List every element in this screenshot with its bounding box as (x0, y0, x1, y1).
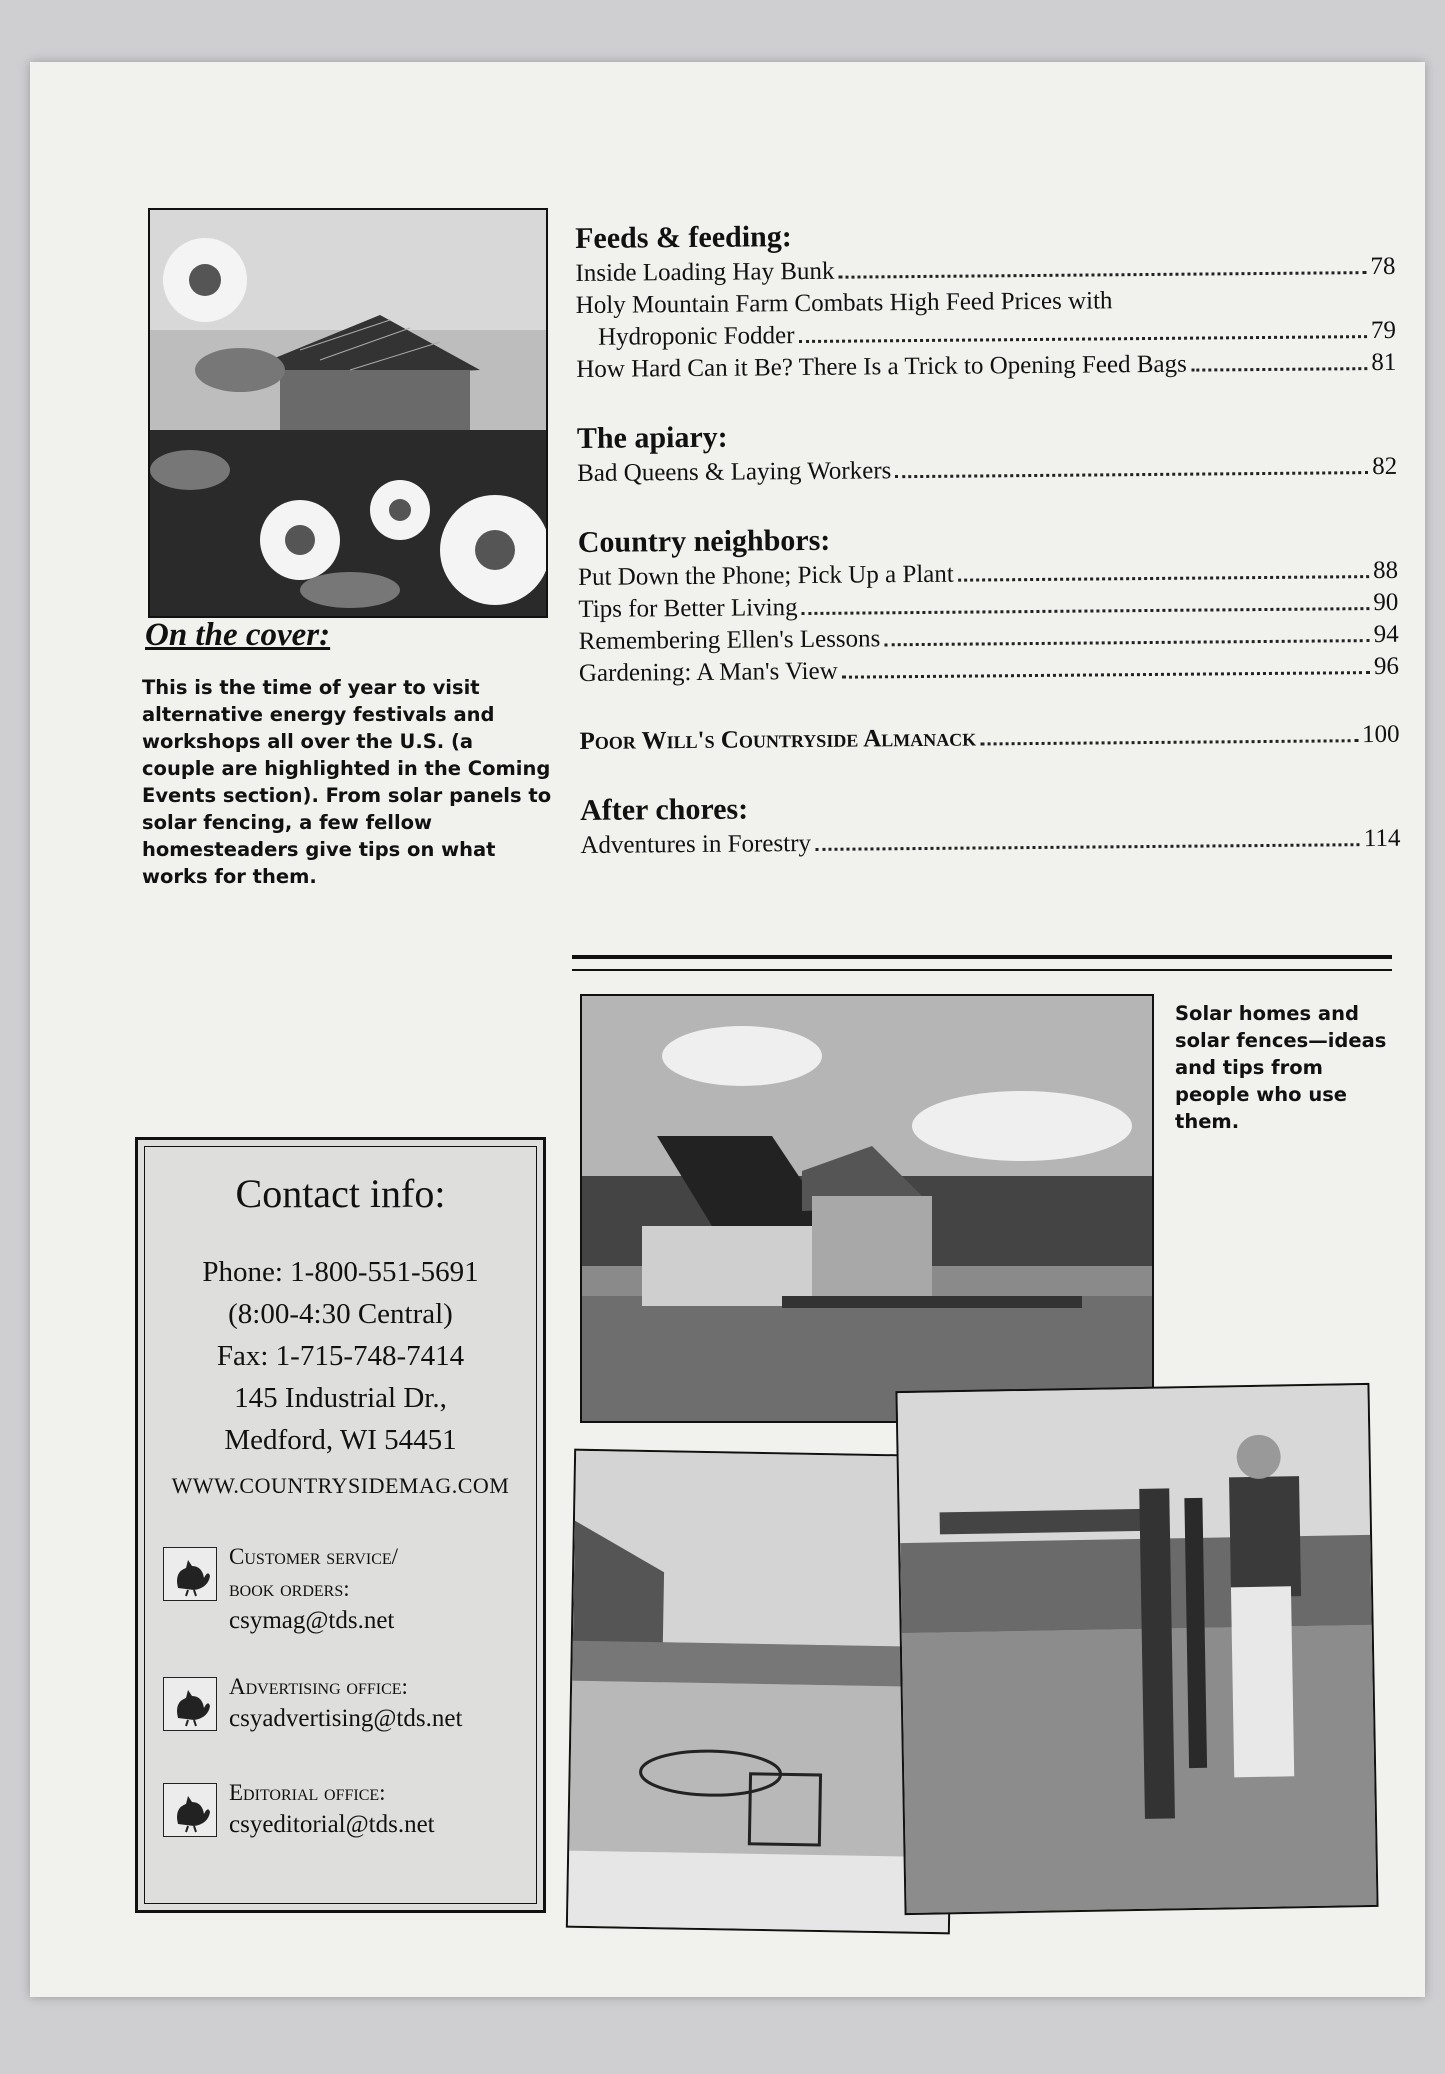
entry-title: Poor Will's Countryside Almanack (579, 724, 977, 755)
toc-entry (580, 823, 1400, 862)
photo-solar-fence (895, 1383, 1378, 1915)
magazine-page (30, 62, 1425, 1997)
office-email: csymag@tds.net (229, 1607, 395, 1634)
toc-entry (576, 347, 1396, 386)
contact-city: Medford, WI 54451 (224, 1424, 457, 1456)
toc-entry (577, 451, 1397, 490)
photo-caption: Solar homes and solar fences—ideas and tips from people who use them. (1175, 1002, 1387, 1133)
toc-section-feeds (575, 215, 1396, 386)
contact-fax: Fax: 1-715-748-7414 (216, 1340, 465, 1372)
toc-entry (579, 651, 1399, 690)
rooster-icon (163, 1677, 217, 1731)
entry-title-line2: Hydroponic Fodder (597, 322, 795, 351)
entry-page: 79 (1370, 316, 1397, 345)
rooster-icon (163, 1547, 217, 1601)
entry-page: 96 (1373, 652, 1400, 681)
entry-page: 78 (1370, 252, 1396, 281)
contact-phone: Phone: 1-800-551-5691 (202, 1256, 479, 1288)
contact-website: WWW.COUNTRYSIDEMAG.COM (171, 1473, 510, 1498)
entry-page: 81 (1371, 348, 1397, 377)
entry-page: 82 (1372, 452, 1398, 481)
photo-solar-cabin (580, 994, 1154, 1423)
entry-title: Remembering Ellen's Lessons (578, 625, 881, 655)
toc-entry (579, 719, 1399, 758)
toc-section-neighbors (578, 519, 1399, 690)
office-email: csyadvertising@tds.net (229, 1705, 463, 1732)
office-label: Advertising office: (229, 1674, 408, 1699)
contact-street: 145 Industrial Dr., (234, 1382, 447, 1414)
table-of-contents (575, 215, 1401, 898)
entry-title: Inside Loading Hay Bunk (575, 257, 835, 287)
entry-page: 90 (1373, 588, 1399, 617)
cover-photo-sunflowers (148, 208, 548, 618)
toc-section-apiary (577, 415, 1398, 490)
entry-page: 114 (1363, 824, 1401, 853)
contact-hours: (8:00-4:30 Central) (228, 1298, 453, 1330)
cover-heading: On the cover: (145, 617, 331, 653)
office-advertising (163, 1671, 543, 1735)
entry-title: Put Down the Phone; Pick Up a Plant (577, 560, 954, 591)
entry-title: How Hard Can it Be? There Is a Trick to Opening Feed Bags (576, 350, 1187, 383)
section-heading: Feeds & feeding: (575, 220, 792, 255)
office-label: Customer service/ (229, 1544, 399, 1569)
contact-title: Contact info: (235, 1171, 446, 1216)
section-heading: Country neighbors: (577, 523, 831, 559)
office-label: Editorial office: (229, 1780, 386, 1805)
entry-page: 100 (1361, 720, 1400, 749)
rooster-icon (163, 1783, 217, 1837)
toc-section-almanack (579, 719, 1399, 758)
section-divider (572, 955, 1392, 971)
cover-description: This is the time of year to visit alternative energy festivals and workshops all over the U.S. (a couple are highlighted in the Coming Events section). From solar panels to solar fencing, a few fellow homesteaders give tips on what works for them. (142, 676, 552, 888)
contact-info-box (135, 1137, 546, 1913)
entry-title: Tips for Better Living (578, 594, 798, 623)
toc-section-after-chores (580, 787, 1401, 862)
office-label-line2: book orders: (229, 1576, 350, 1601)
entry-title: Adventures in Forestry (580, 829, 812, 859)
entry-title: Bad Queens & Laying Workers (577, 457, 892, 487)
entry-title-line1: Holy Mountain Farm Combats High Feed Prices with (575, 287, 1113, 319)
entry-page: 94 (1373, 620, 1399, 649)
section-heading: After chores: (579, 792, 749, 827)
office-editorial (163, 1777, 543, 1841)
entry-page: 88 (1372, 556, 1399, 585)
office-customer-service (163, 1541, 543, 1637)
entry-title: Gardening: A Man's View (578, 657, 838, 687)
office-email: csyeditorial@tds.net (229, 1811, 435, 1838)
section-heading: The apiary: (576, 420, 728, 455)
